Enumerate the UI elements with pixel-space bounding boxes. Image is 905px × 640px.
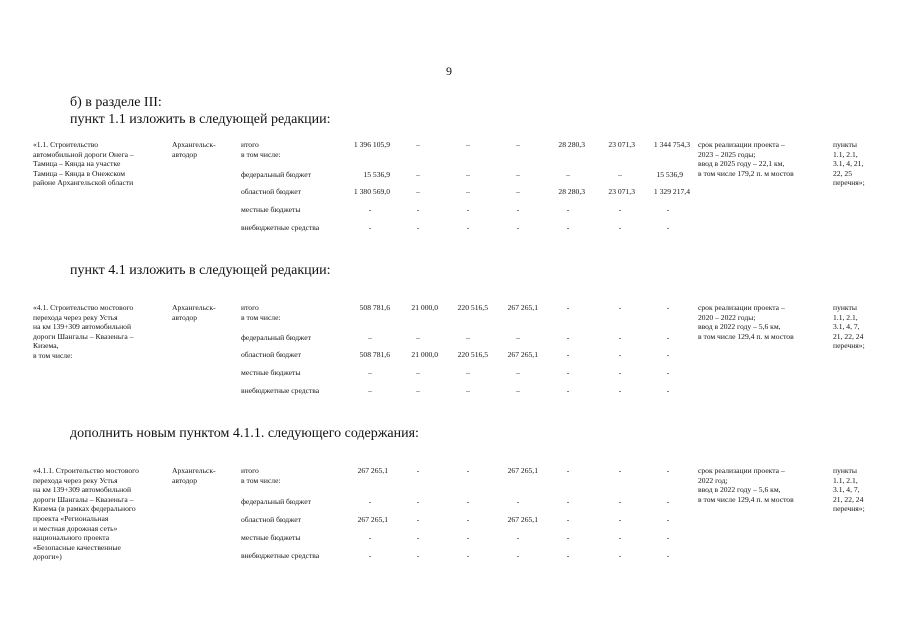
item-executor: Архангельск- автодор: [172, 140, 216, 159]
value-cell: 23 071,3: [608, 187, 635, 196]
value-cell: -: [516, 551, 520, 560]
value-cell: 267 265,1: [507, 350, 538, 359]
value-cell: -: [466, 497, 470, 506]
value-cell: 267 265,1: [357, 466, 388, 475]
value-cell: -: [466, 551, 470, 560]
row-label-local: местные бюджеты: [241, 205, 301, 214]
value-cell: 1 329 217,4: [653, 187, 690, 196]
value-cell: 21 000,0: [411, 303, 438, 312]
value-cell: -: [516, 205, 520, 214]
value-cell: -: [666, 515, 670, 524]
value-cell: -: [666, 497, 670, 506]
row-label-extrabudget: внебюджетные средства: [241, 386, 320, 395]
value-cell: –: [516, 140, 520, 149]
row-label-federal: федеральный бюджет: [241, 497, 311, 506]
value-cell: –: [466, 140, 470, 149]
value-cell: -: [466, 533, 470, 542]
value-cell: 220 516,5: [457, 303, 488, 312]
item-executor: Архангельск- автодор: [172, 303, 216, 322]
value-cell: -: [368, 497, 372, 506]
value-cell: -: [566, 303, 570, 312]
row-label-total: итого в том числе:: [241, 303, 281, 322]
value-cell: -: [466, 466, 470, 475]
value-cell: 28 280,3: [558, 140, 585, 149]
item-name: «4.1.1. Строительство мостового перехода через реку Устья на км 139+309 автомобильной дороги Шангалы – Квазеньга – Кизема (в рамках федерального проекта «Региональная и местная дорожная сеть» национального проекта «Безопасные качественные дороги»): [33, 466, 139, 562]
value-cell: –: [466, 187, 470, 196]
value-cell: 508 781,6: [359, 350, 390, 359]
value-cell: 220 516,5: [457, 350, 488, 359]
item-points: пункты 1.1, 2.1, 3.1, 4, 21, 22, 25 перечня»;: [833, 140, 865, 188]
value-cell: -: [416, 466, 420, 475]
value-cell: -: [416, 515, 420, 524]
value-cell: -: [466, 205, 470, 214]
value-cell: -: [618, 303, 622, 312]
value-cell: -: [618, 223, 622, 232]
block-heading: пункт 4.1 изложить в следующей редакции:: [70, 263, 331, 278]
value-cell: –: [618, 170, 622, 179]
value-cell: -: [566, 533, 570, 542]
item-result: срок реализации проекта – 2022 год; ввод в 2022 году – 5,6 км, в том числе 129,4 п. м мостов: [698, 466, 794, 504]
value-cell: -: [566, 386, 570, 395]
row-label-total: итого в том числе:: [241, 466, 281, 485]
value-cell: -: [618, 533, 622, 542]
value-cell: -: [416, 497, 420, 506]
value-cell: –: [466, 368, 470, 377]
value-cell: –: [466, 170, 470, 179]
value-cell: -: [666, 223, 670, 232]
value-cell: -: [466, 223, 470, 232]
value-cell: -: [516, 533, 520, 542]
value-cell: -: [516, 497, 520, 506]
value-cell: -: [618, 350, 622, 359]
value-cell: -: [566, 368, 570, 377]
value-cell: -: [416, 551, 420, 560]
value-cell: -: [618, 368, 622, 377]
value-cell: -: [566, 551, 570, 560]
value-cell: -: [516, 223, 520, 232]
value-cell: -: [666, 386, 670, 395]
value-cell: –: [416, 140, 420, 149]
item-points: пункты 1.1, 2.1, 3.1, 4, 7, 21, 22, 24 перечня»;: [833, 303, 865, 351]
value-cell: -: [666, 368, 670, 377]
value-cell: 1 380 569,0: [353, 187, 390, 196]
value-cell: 28 280,3: [558, 187, 585, 196]
value-cell: –: [416, 368, 420, 377]
item-points: пункты 1.1, 2.1, 3.1, 4, 7, 21, 22, 24 перечня»;: [833, 466, 865, 514]
value-cell: 1 344 754,3: [653, 140, 690, 149]
block-heading: дополнить новым пунктом 4.1.1. следующего содержания:: [70, 426, 419, 441]
row-label-total: итого в том числе:: [241, 140, 281, 159]
row-label-federal: федеральный бюджет: [241, 333, 311, 342]
value-cell: 267 265,1: [507, 515, 538, 524]
value-cell: -: [666, 350, 670, 359]
row-label-extrabudget: внебюджетные средства: [241, 223, 320, 232]
value-cell: –: [416, 170, 420, 179]
value-cell: -: [618, 386, 622, 395]
item-name: «4.1. Строительство мостового перехода через реку Устья на км 139+309 автомобильной дороги Шангалы – Квазеньга – Кизема, в том числе:: [33, 303, 134, 360]
value-cell: -: [666, 551, 670, 560]
value-cell: –: [516, 170, 520, 179]
value-cell: 1 396 105,9: [353, 140, 390, 149]
value-cell: 267 265,1: [507, 303, 538, 312]
value-cell: -: [566, 205, 570, 214]
value-cell: 21 000,0: [411, 350, 438, 359]
row-label-local: местные бюджеты: [241, 368, 301, 377]
item-executor: Архангельск- автодор: [172, 466, 216, 485]
item-result: срок реализации проекта – 2023 – 2025 годы; ввод в 2025 году – 22,1 км, в том числе 179,2 п. м мостов: [698, 140, 794, 178]
value-cell: -: [666, 303, 670, 312]
value-cell: –: [368, 333, 372, 342]
value-cell: –: [416, 187, 420, 196]
item-result: срок реализации проекта – 2020 – 2022 годы; ввод в 2022 году – 5,6 км, в том числе 129,4 п. м мостов: [698, 303, 794, 341]
value-cell: -: [416, 223, 420, 232]
value-cell: 508 781,6: [359, 303, 390, 312]
value-cell: -: [566, 333, 570, 342]
row-label-federal: федеральный бюджет: [241, 170, 311, 179]
value-cell: -: [416, 205, 420, 214]
value-cell: -: [618, 205, 622, 214]
value-cell: -: [666, 333, 670, 342]
value-cell: 15 536,9: [363, 170, 390, 179]
value-cell: –: [368, 368, 372, 377]
value-cell: –: [368, 386, 372, 395]
page-number: 9: [446, 64, 452, 78]
value-cell: -: [666, 466, 670, 475]
value-cell: –: [416, 333, 420, 342]
value-cell: -: [618, 551, 622, 560]
value-cell: 15 536,9: [656, 170, 683, 179]
value-cell: –: [466, 386, 470, 395]
block-heading: пункт 1.1 изложить в следующей редакции:: [70, 112, 331, 127]
value-cell: -: [618, 515, 622, 524]
row-label-extrabudget: внебюджетные средства: [241, 551, 320, 560]
row-label-regional: областной бюджет: [241, 187, 301, 196]
value-cell: -: [368, 205, 372, 214]
value-cell: -: [618, 497, 622, 506]
value-cell: –: [516, 386, 520, 395]
value-cell: –: [416, 386, 420, 395]
value-cell: –: [566, 170, 570, 179]
value-cell: 267 265,1: [507, 466, 538, 475]
row-label-regional: областной бюджет: [241, 350, 301, 359]
value-cell: -: [368, 551, 372, 560]
value-cell: –: [516, 368, 520, 377]
value-cell: -: [466, 515, 470, 524]
row-label-local: местные бюджеты: [241, 533, 301, 542]
value-cell: -: [666, 205, 670, 214]
item-name: «1.1. Строительство автомобильной дороги Онега – Тамица – Кянда на участке Тамица – Кянда в Онежском районе Архангельской области: [33, 140, 134, 188]
value-cell: 267 265,1: [357, 515, 388, 524]
value-cell: -: [566, 350, 570, 359]
value-cell: -: [566, 466, 570, 475]
value-cell: -: [666, 533, 670, 542]
value-cell: -: [416, 533, 420, 542]
value-cell: -: [566, 223, 570, 232]
row-label-regional: областной бюджет: [241, 515, 301, 524]
value-cell: -: [368, 223, 372, 232]
value-cell: –: [516, 333, 520, 342]
value-cell: -: [566, 497, 570, 506]
value-cell: -: [566, 515, 570, 524]
value-cell: -: [618, 333, 622, 342]
value-cell: –: [516, 187, 520, 196]
value-cell: –: [466, 333, 470, 342]
section-title: б) в разделе III:: [70, 95, 162, 110]
value-cell: -: [618, 466, 622, 475]
value-cell: -: [368, 533, 372, 542]
value-cell: 23 071,3: [608, 140, 635, 149]
